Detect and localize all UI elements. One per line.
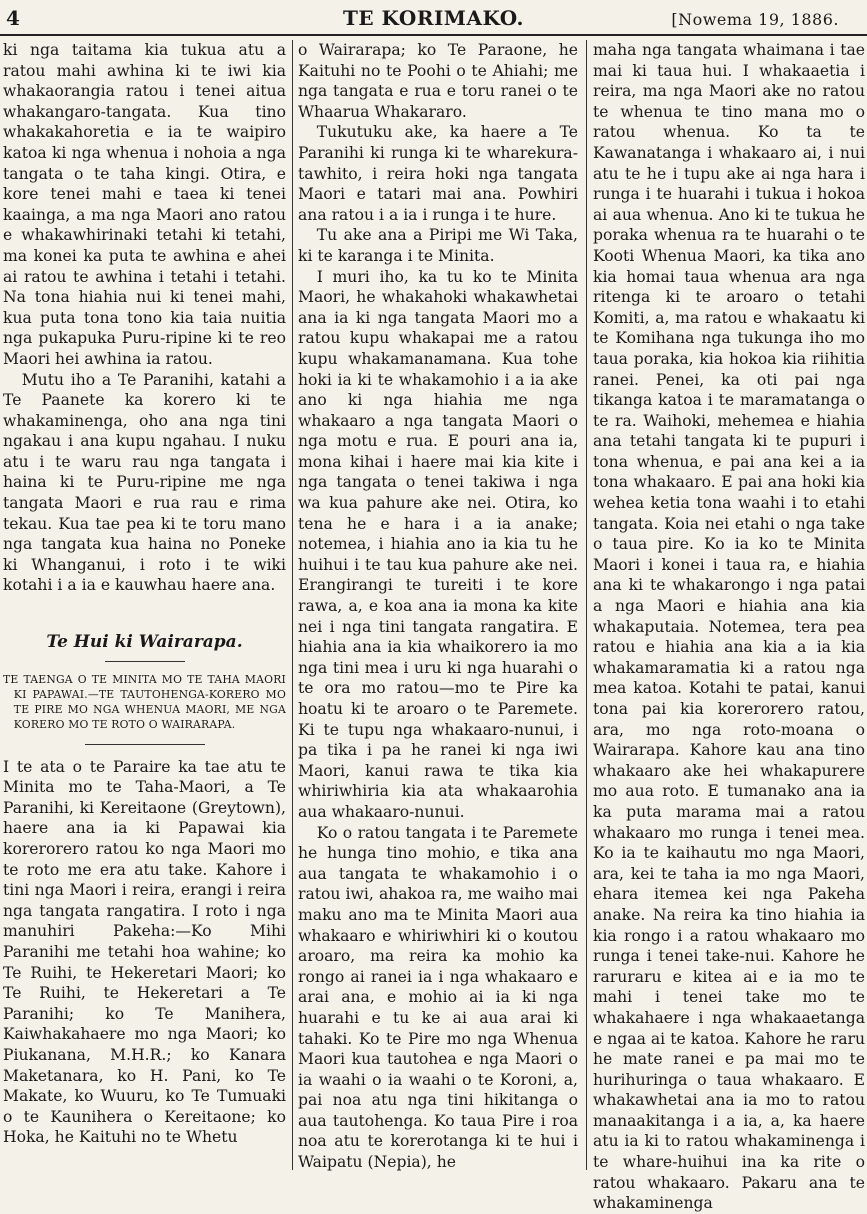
divider bbox=[85, 744, 205, 745]
column-2 bbox=[298, 40, 578, 1170]
article-heading: Te Hui ki Wairarapa. bbox=[46, 632, 243, 653]
paragraph: I muri iho, ka tu ko te Minita Maori, he whakahoki whakawhetai ana ia ki nga tangata Maori mo a ratou kupu whakapai me a ratou kupu whakamanamana. Kua tohe hoki ia ki te whakamohio i a ia ake ano ki nga hiahia me nga whakaaro a nga tangata Maori o nga motu e rua. E pouri ana ia, mona kihai i haere mai kia kite i nga tangata o tenei takiwa i nga wa kua pahure ake nei. Otira, ko tena he e hara i a ia anake; notemea, i hiahia ano ia kia tu he huihui i te tau kua pahure ake nei. Erangirangi te tureiti i te kore rawa, a, e koa ana ia mona ka kite nei i nga tini tangata rangatira. E hiahia ana ia kia whaikorero ia mo nga tini mea i uru ki nga huarahi o te ora mo ratou—mo te Pire ka hoatu ki te aroaro o te Paremete. Ki te tupu nga whakaaro-nunui, i pa tika i pa he ranei ki nga iwi Maori, kanui rawa te tika kia whiriwhiria kia ata whakaarohia aua whakaaro-nunui. bbox=[298, 267, 578, 821]
paragraph: Mutu iho a Te Paranihi, katahi a Te Paanete ka korero ki te whakaminenga, oho ana nga tini ngakau i ana kupu ngahau. I nuku atu i te waru rau nga tangata i haina ki te Puru-ripine me nga tangata Maori e rua rau e rima tekau. Kua tae pea ki te toru mano nga tangata kua haina no Poneke ki Whanganui, i roto i te wiki kotahi i a ia e kauwhau haere ana. bbox=[3, 370, 286, 595]
column-divider bbox=[292, 40, 293, 1170]
paragraph: I te ata o te Paraire ka tae atu te Minita mo te Taha-Maori, a Te Paranihi, ki Kereitaone (Greytown), haere ana ia ki Papawai kia korerorero ratou ko nga Maori mo te roto me era atu take. Kahore i tini nga Maori i reira, erangi i reira nga tangata rangatira. I roto i nga manuhiri Pakeha:—Ko Mihi Paranihi me tetahi hoa wahine; ko Te Ruihi, te Hekeretari Maori; ko Te Ruihi, te Hekeretari a Te Paranihi; ko Te Manihera, Kaiwhakahaere mo nga Maori; ko Piukanana, M.H.R.; ko Kanara Maketanara, ko H. Pani, ko Te Makate, ko Wuuru, ko Te Tumuaki o te Kaunihera o Kereitaone; ko Hoka, he Kaituhi no te Whetu bbox=[3, 757, 286, 1147]
column-divider bbox=[586, 40, 587, 1170]
column-1 bbox=[3, 40, 286, 1170]
divider bbox=[105, 661, 185, 662]
paragraph: Tu ake ana a Piripi me Wi Taka, ki te karanga i te Minita. bbox=[298, 226, 578, 265]
masthead-title: TE KORIMAKO. bbox=[342, 6, 525, 30]
paragraph: ki nga taitama kia tukua atu a ratou mahi awhina ki te iwi kia whakaorangia ratou i tenei aitua whakangaro-tangata. Kua tino whakakahoretia e ia te waipiro katoa ki nga whenua i nohoia a nga tangata o te taha kingi. Otira, e kore tenei mahi e taea ki tenei kaainga, a ma nga Maori ano ratou e whakawhirinaki tetahi ki tetahi, ma konei ka puta te awhina e ahei ai ratou te awhina i tetahi i tetahi. Na tona hiahia nui ki tenei mahi, kua puta tona tono kia taia nuitia nga pukapuka Puru-ripine ki te reo Maori hei awhina ia ratou. bbox=[3, 41, 286, 368]
paragraph: Ko o ratou tangata i te Paremete he hunga tino mohio, e tika ana aua tangata te whakamohio i o ratou iwi, ahakoa ra, me waiho mai maku ano ma te Minita Maori aua whakaaro e whiriwhiri ki o koutou aroaro, ma reira ka mohio ka rongo ai ranei ia i nga whakaaro e arai ana, e mohio ai ia ki nga huarahi e tu ke ai aua arai ki tahaki. Ko te Pire mo nga Whenua Maori kua tautohea e nga Maori o ia waahi o ia waahi o te Koroni, a, pai noa atu nga tini hikitanga o aua tautohenga. Ko taua Pire i roa noa atu te korerotanga ki te hui i Waipatu (Nepia), he bbox=[298, 823, 578, 1172]
article-subheading: TE TAENGA O TE MINITA MO TE TAHA MAORI KI PAPAWAI.—TE TAUTOHENGA-KORERO MO TE PIRE MO NGA WHENUA MAORI, ME NGA KORERO MO TE ROTO O WAIRARAPA. bbox=[3, 672, 286, 731]
page-number: 4 bbox=[6, 6, 21, 30]
paragraph: maha nga tangata whaimana i tae mai ki taua hui. I whakaaetia i reira, ma nga Maori ake no ratou te whenua te tino mana mo o ratou whenua. Ko ta te Kawanatanga i whakaaro ai, i nui atu te he i tupu ake ai nga hara i runga i te huarahi i tukua i hokoa ai aua whenua. Ano ki te tukua he poraka whenua ra te huarahi o te Kooti Whenua Maori, ka tika ano kia homai taua whenua ara nga ritenga ki te aroaro o tetahi Komiti, a, ma ratou e whakaatu ki te Komihana nga tukunga iho mo taua poraka, kia hokoa kia riihitia ranei. Penei, ka oti pai nga tikanga katoa i te maramatanga o te ra. Waihoki, mehemea e hiahia ana tetahi tangata ki te pupuri i tona whenua, e pai ana kei a ia tona whakaaro. E pai ana hoki kia wehea ketia tona waahi i to etahi tangata. Koia nei etahi o nga take o taua pire. Ko ia ko te Minita Maori i konei i taua ra, e hiahia ana ki te whakarongo i nga patai a nga Maori e hiahia ana kia whakaputaia. Notemea, tera pea ratou e hiahia ana kia a ia kia whakamaramatia ki a ratou nga mea katoa. Kotahi te patai, kanui tona pai kia korerorero ratou, ara, mo nga roto-moana o Wairarapa. Kahore kau ana tino whakaaro ake hei whakapurere mo aua roto. E tumanako ana ia ka puta marama mai a ratou whakaaro mo runga i tenei mea. Ko ia te kaihautu mo nga Maori, ara, kei te taha ia mo nga Maori, ehara itemea kei nga Pakeha anake. Na reira ka tino hiahia ia kia rongo i a ratou whakaaro mo runga i tenei take-nui. Kahore he raruraru e kitea ai e ia mo te mahi i tenei take mo te whakahaere i nga whakaaetanga e ngaa ai te katoa. Kahore he raru he mate ranei e pa mai mo te hurihuringa o taua whakaaro. E whakawhetai ana ia mo to ratou manaakitanga i a ia, a, ka haere atu ia ki to ratou whakaminenga i te whare-huihui ina ka rite o ratou whakaaro. Pakaru ana te whakaminenga bbox=[593, 41, 865, 1213]
header-rule bbox=[0, 34, 867, 36]
column-3 bbox=[593, 40, 865, 1213]
paragraph: o Wairarapa; ko Te Paraone, he Kaituhi no te Poohi o te Ahiahi; me nga tangata e rua e toru ranei o te Whaarua Whakararo. bbox=[298, 41, 578, 121]
issue-date: [Nowema 19, 1886. bbox=[671, 10, 839, 29]
paragraph: Tukutuku ake, ka haere a Te Paranihi ki runga ki te wharekura-tawhito, i reira hoki nga tangata Maori e tatari mai ana. Powhiri ana ratou i a ia i runga i te hure. bbox=[298, 123, 578, 224]
page-header bbox=[0, 0, 867, 34]
